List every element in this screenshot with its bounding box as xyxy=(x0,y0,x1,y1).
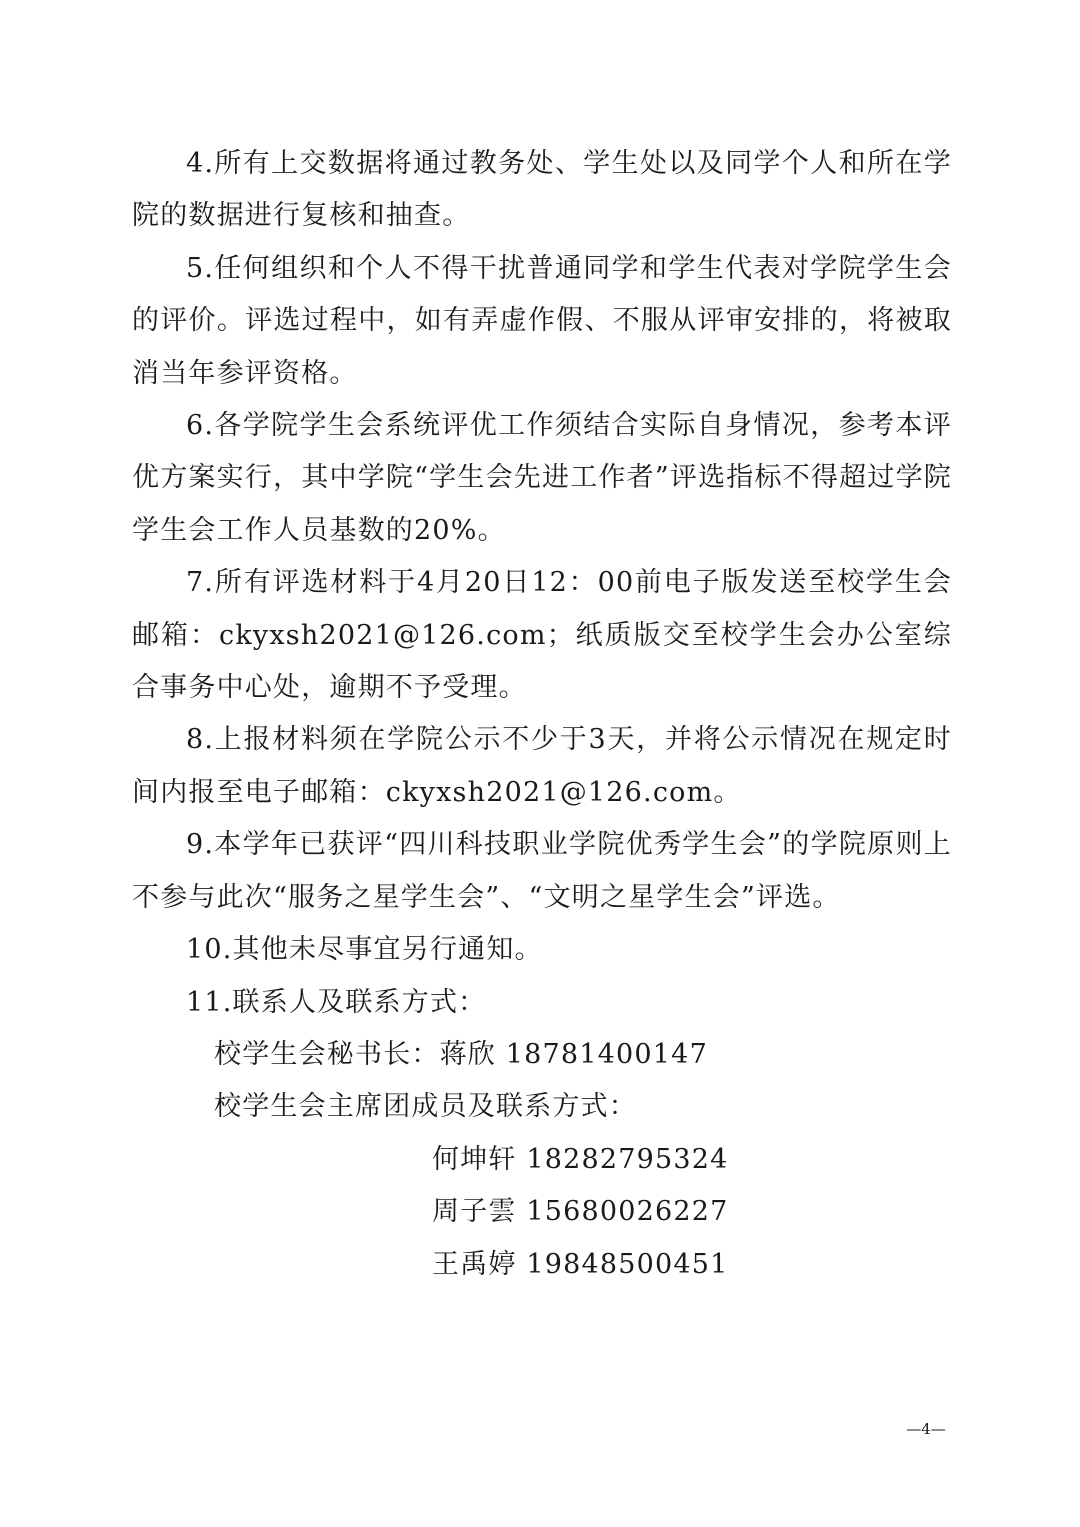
paragraph-item-10: 10.其他未尽事宜另行通知。 xyxy=(186,934,543,966)
paragraph-item-11: 11.联系人及联系方式： xyxy=(186,986,487,1018)
paragraph-item-5: 5.任何组织和个人不得干扰普通同学和学生代表对学院学生会的评价。评选过程中，如有弄虚作假、不服从评审安排的，将被取消当年参评资格。 xyxy=(132,252,952,389)
page-number: —4— xyxy=(906,1420,946,1438)
paragraph-item-4: 4.所有上交数据将通过教务处、学生处以及同学个人和所在学院的数据进行复核和抽查。 xyxy=(132,148,952,232)
presidium-member: 何坤轩 18282795324 xyxy=(432,1143,729,1175)
presidium-member: 周子雲 15680026227 xyxy=(432,1196,729,1228)
document-body xyxy=(132,138,952,1291)
paragraph-item-8: 8.上报材料须在学院公示不少于3天，并将公示情况在规定时间内报至电子邮箱：ckyxsh2021@126.com。 xyxy=(132,724,952,808)
paragraph-item-6: 6.各学院学生会系统评优工作须结合实际自身情况，参考本评优方案实行，其中学院“学生会先进工作者”评选指标不得超过学院学生会工作人员基数的20%。 xyxy=(132,410,952,546)
paragraph-item-7: 7.所有评选材料于4月20日12：00前电子版发送至校学生会邮箱：ckyxsh2021@126.com；纸质版交至校学生会办公室综合事务中心处，逾期不予受理。 xyxy=(132,567,952,704)
presidium-member: 王禹婷 19848500451 xyxy=(432,1248,729,1280)
presidium-heading: 校学生会主席团成员及联系方式： xyxy=(214,1091,637,1123)
secretary-contact: 校学生会秘书长：蒋欣 18781400147 xyxy=(214,1038,708,1070)
paragraph-item-9: 9.本学年已获评“四川科技职业学院优秀学生会”的学院原则上不参与此次“服务之星学生会”、“文明之星学生会”评选。 xyxy=(132,829,952,913)
